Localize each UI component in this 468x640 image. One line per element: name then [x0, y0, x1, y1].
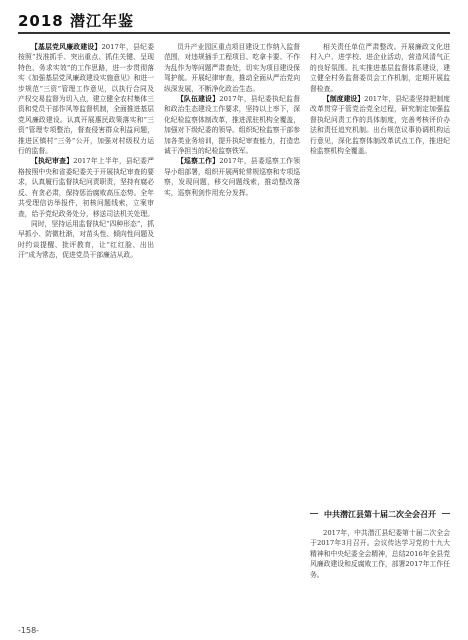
text-column-3b	[310, 526, 450, 626]
header-rule	[18, 32, 450, 34]
paragraph-text: 2017年，县纪委按照“找准抓手、突出重点、抓住关键、呈现特色、务求实效”的工作思路，进一步贯彻落实《加强基层党风廉政建设实施意见》和进一步规范“三资”管理工作意见，以执行合同及产权交易监督为切入点，建立健全农村集体三资和党员干部作风等监督机制，全面推进基层党风廉政建设。认真开展惠民政策落实和“三资”管理专项整治，督查侵害群众利益问题，推进区镇村“三务”公开，加强对村级权力运行的监督。	[18, 43, 154, 156]
paragraph-text: 2017年上半年，县纪委严格按照中央和省委纪委关于开展执纪审查的要求，认真履行监督执纪问责职责，坚持有腐必反、有贪必肃，保持惩治腐败高压态势。全年共受理信访举报件，初核问题线索，立案审查，给予党纪政务处分，移送司法机关处理。	[18, 157, 154, 218]
paragraph	[164, 156, 300, 198]
text-column-2	[164, 40, 300, 620]
section-heading: 【执纪审查】	[31, 157, 74, 166]
paragraph-text: 2017年，县纪委执纪监督和政治生态建设工作要求，坚持以上率下，深化纪检监察体制改革，推进派驻机构全覆盖，加强对下级纪委的领导。组织纪检监察干部参加各类业务培训，提升执纪审查能力，打造忠诚干净担当的纪检监察铁军。	[164, 95, 300, 156]
paragraph	[18, 42, 154, 156]
paragraph-text: 2017年，县委巡察工作领导小组部署，组织开展两轮常规巡察和专项巡察，发现问题，移交问题线索，推动整改落实，巡察利剑作用充分发挥。	[164, 157, 300, 197]
paragraph-text: 员升产业园区重点项目建设工作纳入监督范围，对违规插手工程项目、吃拿卡要、不作为乱作为等问题严肃查处，切实为项目建设保驾护航。开展纪律审查，推动全面从严治党向纵深发展，不断净化政治生态。	[164, 43, 300, 93]
page-header	[0, 0, 468, 30]
paragraph-text: 相关责任单位严肃整改。开展廉政文化进村入户、进学校、进企业活动，营造风清气正的良好氛围。扎实推进基层监督体系建设，建立健全村务监督委员会工作机制，定期开展监督检查。	[310, 43, 450, 93]
paragraph	[310, 94, 450, 156]
page-number: -158-	[18, 626, 40, 635]
page-title: 2018 潜江年鉴	[18, 12, 134, 30]
paragraph	[310, 42, 450, 94]
paragraph	[164, 42, 300, 94]
paragraph-text: 2017年，县纪委坚持把制度改革贯穿于管党治党全过程，研究制定加强监督执纪问责工作的具体制度，完善考核评价办法和责任追究机制。出台规范议事协调机构运行意见，深化监察体制改革试点工作，推进纪检监察机构全覆盖。	[310, 95, 450, 156]
paragraph	[18, 219, 154, 261]
paragraph-text: 2017年，中共潜江县纪委第十届二次全会于2017年3月召开。会议传达学习党的十九大精神和中央纪委全会精神，总结2016年全县党风廉政建设和反腐败工作，部署2017年工作任务。	[310, 529, 450, 579]
section-heading: 【基层党风廉政建设】	[31, 43, 102, 51]
section-heading: 【巡察工作】	[177, 157, 220, 166]
section-subheading	[310, 506, 450, 522]
paragraph	[18, 156, 154, 218]
section-heading: 【制度建设】	[323, 95, 365, 104]
paragraph	[164, 94, 300, 156]
paragraph	[310, 528, 450, 580]
text-column-3	[310, 40, 450, 502]
text-column-1	[18, 40, 154, 620]
paragraph-text: 同时，坚持运用监督执纪“四种形态”，抓早抓小、防微杜渐，对苗头性、倾向性问题及时约谈提醒、批评教育，让“红红脸、出出汗”成为常态，促进党员干部廉洁从政。	[18, 219, 154, 260]
subheading-text: 中共潜江县第十届二次全会召开	[318, 509, 442, 520]
section-heading: 【队伍建设】	[177, 95, 220, 104]
